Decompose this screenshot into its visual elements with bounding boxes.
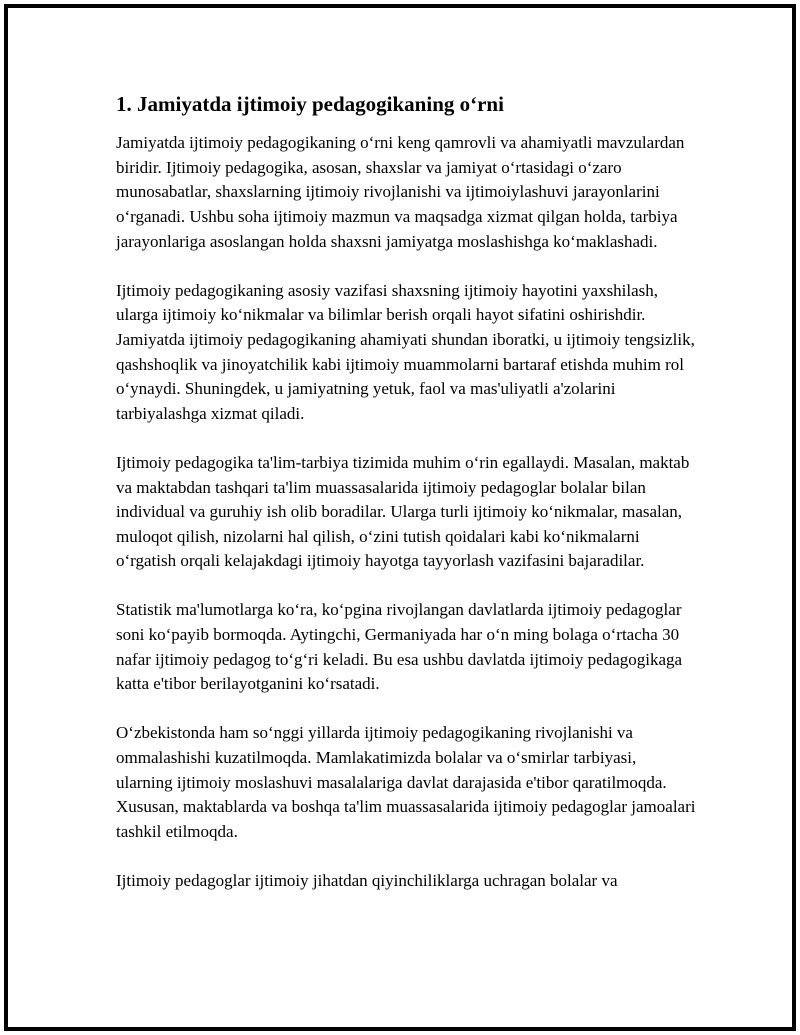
paragraph: Statistik ma'lumotlarga koʻra, koʻpgina rivojlangan davlatlarda ijtimoiy pedagoglar soni koʻpayib bormoqda. Aytingchi, Germaniyada har oʻn ming bolaga oʻrtacha 30 nafar ijtimoiy pedagog toʻgʻri keladi. Bu esa ushbu davlatda ijtimoiy pedagogikaga katta e'tibor berilayotganini koʻrsatadi. [116, 600, 683, 694]
document-title: 1. Jamiyatda ijtimoiy pedagogikaning oʻrni [116, 92, 504, 116]
document-body [116, 92, 696, 894]
paragraph: Ijtimoiy pedagoglar ijtimoiy jihatdan qiyinchiliklarga uchragan bolalar va [116, 871, 618, 890]
paragraph: Oʻzbekistonda ham soʻnggi yillarda ijtimoiy pedagogikaning rivojlanishi va ommalashishi kuzatilmoqda. Mamlakatimizda bolalar va oʻsmirlar tarbiyasi, ularning ijtimoiy moslashuvi masalalariga davlat darajasida e'tibor qaratilmoqda. Xususan, maktablarda va boshqa ta'lim muassasalarida ijtimoiy pedagoglar jamoalari tashkil etilmoqda. [116, 723, 696, 841]
paragraph: Ijtimoiy pedagogikaning asosiy vazifasi shaxsning ijtimoiy hayotini yaxshilash, ularga ijtimoiy koʻnikmalar va bilimlar berish orqali hayot sifatini oshirishdir. Jamiyatda ijtimoiy pedagogikaning ahamiyati shundan iboratki, u ijtimoiy tengsizlik, qashshoqlik va jinoyatchilik kabi ijtimoiy muammolarni bartaraf etishda muhim rol oʻynaydi. Shuningdek, u jamiyatning yetuk, faol va mas'uliyatli a'zolarini tarbiyalashga xizmat qiladi. [116, 280, 695, 423]
paragraph-list [116, 131, 696, 893]
paragraph: Ijtimoiy pedagogika ta'lim-tarbiya tizimida muhim oʻrin egallaydi. Masalan, maktab va maktabdan tashqari ta'lim muassasalarida ijtimoiy pedagoglar bolalar bilan individual va guruhiy ish olib boradilar. Ularga turli ijtimoiy koʻnikmalar, masalan, muloqot qilish, nizolarni hal qilish, oʻzini tutish qoidalari kabi koʻnikmalarni oʻrgatish orqali kelajakdagi ijtimoiy hayotga tayyorlash vazifasini bajaradilar. [116, 452, 690, 571]
paragraph: Jamiyatda ijtimoiy pedagogikaning oʻrni keng qamrovli va ahamiyatli mavzulardan biridir. Ijtimoiy pedagogika, asosan, shaxslar va jamiyat oʻrtasidagi oʻzaro munosabatlar, shaxslarning ijtimoiy rivojlanishi va ijtimoiylashuvi jarayonlarini oʻrganadi. Ushbu soha ijtimoiy mazmun va maqsadga xizmat qilgan holda, tarbiya jarayonlariga asoslangan holda shaxsni jamiyatga moslashishga koʻmaklashadi. [116, 133, 685, 251]
